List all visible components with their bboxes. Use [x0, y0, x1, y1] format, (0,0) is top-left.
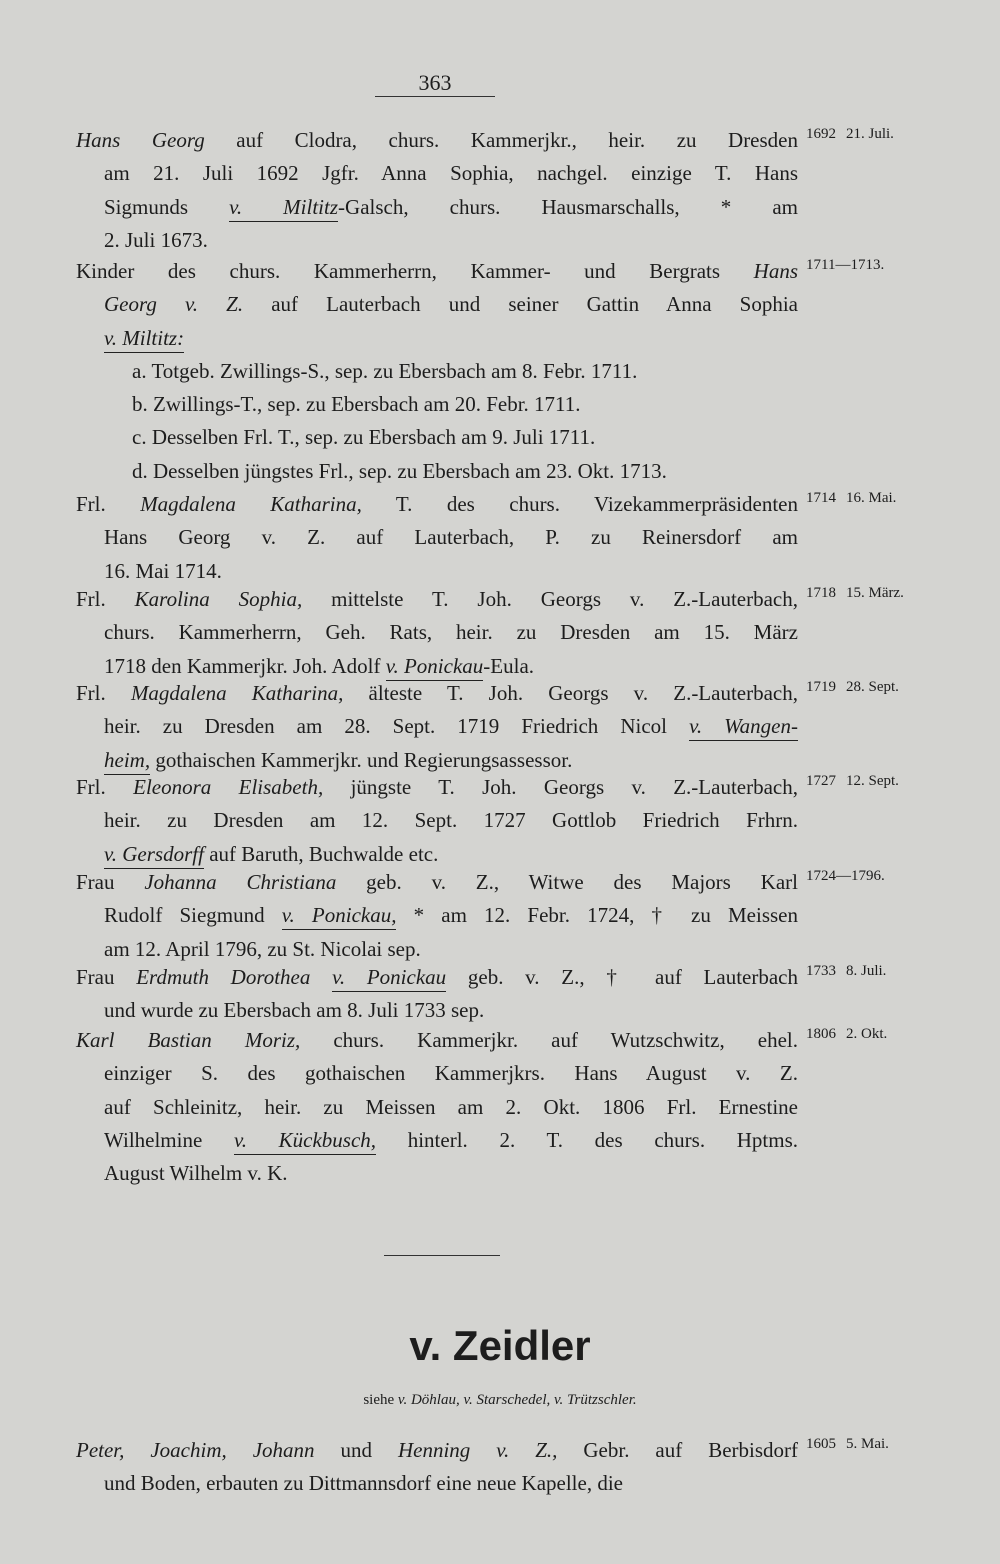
text-run: jüngste T. Joh. Georgs v. Z.-Lauterbach, — [323, 775, 798, 799]
margin-day: 5. Mai. — [846, 1436, 889, 1452]
text-run: * am 12. Febr. 1724, † zu Meissen — [396, 903, 798, 928]
entry-line — [76, 1467, 798, 1500]
entry-line — [76, 710, 798, 743]
margin-year: 1719 — [806, 679, 836, 695]
entry-line — [76, 1157, 798, 1190]
entry-line — [76, 677, 798, 710]
margin-year: 1733 — [806, 963, 836, 979]
italic-name: Magdalena Katharina, — [130, 681, 344, 705]
entry-line — [76, 191, 798, 224]
entry — [76, 1434, 798, 1501]
entry-line — [76, 961, 798, 994]
margin-date — [806, 490, 896, 507]
text-run: Frl. — [76, 775, 134, 799]
text-run: 2. Juli 1673. — [104, 227, 208, 252]
italic-name: Hans Georg — [76, 128, 205, 152]
margin-year: 1727 — [806, 773, 836, 789]
entry-line — [76, 771, 798, 804]
entry — [76, 961, 798, 1028]
margin-date — [806, 773, 899, 790]
margin-year: 1806 — [806, 1026, 836, 1042]
text-run: -Eula. — [483, 653, 535, 678]
entry — [76, 771, 798, 871]
entry-line — [76, 255, 798, 288]
text-run: und wurde zu Ebersbach am 8. Juli 1733 sep. — [104, 998, 485, 1023]
margin-year: 1605 — [806, 1436, 836, 1452]
margin-date — [806, 126, 894, 143]
see-also-prefix: siehe — [363, 1392, 395, 1408]
text-run: b. Zwillings-T., sep. zu Ebersbach am 20. Febr. 1711. — [132, 392, 581, 417]
page-number-rule — [375, 96, 495, 97]
margin-year: 1714 — [806, 490, 836, 506]
text-run: a. Totgeb. Zwillings-S., sep. zu Ebersbach am 8. Febr. 1711. — [132, 358, 638, 383]
entry — [76, 866, 798, 966]
entry-line — [76, 322, 798, 355]
italic-name: Magdalena Katharina, — [140, 492, 362, 516]
text-run: am 21. Juli 1692 Jgfr. Anna Sophia, nachgel. einzige T. Hans — [104, 161, 798, 186]
margin-day: 16. Mai. — [846, 490, 897, 506]
margin-year: 1718 — [806, 585, 836, 601]
text-run: heir. zu Dresden am 28. Sept. 1719 Friedrich Nicol — [104, 714, 690, 739]
italic-name: Karl Bastian Moriz, — [76, 1028, 301, 1052]
entry-line — [76, 1434, 798, 1467]
entry-line — [76, 1024, 798, 1057]
italic-name: Georg v. Z. — [104, 292, 244, 317]
entry-line — [76, 124, 798, 157]
margin-year: 1692 — [806, 126, 836, 142]
text-run: auf Baruth, Buchwalde etc. — [203, 841, 439, 866]
text-run: Gebr. auf Berbisdorf — [557, 1438, 799, 1462]
entry-line — [76, 583, 798, 616]
text-run: mittelste T. Joh. Georgs v. Z.-Lauterbach, — [302, 587, 798, 611]
margin-date — [806, 963, 886, 980]
entry-line — [76, 1091, 798, 1124]
margin-day: 2. Okt. — [846, 1026, 888, 1042]
entry-line — [76, 866, 798, 899]
underlined-name: v. Miltitz — [229, 195, 338, 222]
sub-item — [76, 388, 798, 421]
text-run: d. Desselben jüngstes Frl., sep. zu Ebersbach am 23. Okt. 1713. — [132, 458, 667, 483]
margin-date — [806, 257, 884, 274]
text-run: c. Desselben Frl. T., sep. zu Ebersbach am 9. Juli 1711. — [132, 425, 596, 450]
text-run — [310, 965, 332, 989]
text-run: gothaischen Kammerjkr. und Regierungsassessor. — [150, 747, 573, 772]
entry-line — [76, 804, 798, 837]
text-run: und — [314, 1438, 398, 1462]
entry-line — [76, 1124, 798, 1157]
entry-line — [76, 994, 798, 1027]
margin-date — [806, 679, 899, 696]
italic-name: Eleonora Elisabeth, — [133, 775, 324, 799]
text-run: 16. Mai 1714. — [104, 558, 222, 583]
margin-day: 15. März. — [846, 585, 904, 601]
entry — [76, 488, 798, 588]
italic-name: Hans — [753, 259, 798, 283]
text-run: einziger S. des gothaischen Kammerjkrs. Hans August v. Z. — [104, 1061, 798, 1086]
underlined-name: v. Miltitz: — [104, 326, 184, 353]
underlined-name: v. Gersdorff — [104, 842, 204, 869]
sub-item — [76, 455, 798, 488]
entry-line — [76, 224, 798, 257]
text-run: T. des churs. Vizekammerpräsidenten — [361, 492, 798, 516]
entry-line — [76, 1057, 798, 1090]
text-run: am 12. April 1796, zu St. Nicolai sep. — [104, 936, 421, 961]
text-run: churs. Kammerjkr. auf Wutzschwitz, ehel. — [300, 1028, 799, 1052]
text-run: Frl. — [76, 587, 135, 611]
text-run: geb. v. Z., † auf Lauterbach — [446, 965, 798, 989]
italic-name: Johanna Christiana — [144, 870, 337, 894]
see-also-line — [0, 1392, 1000, 1409]
entry — [76, 583, 798, 683]
text-run: Kinder des churs. Kammerherrn, Kammer- und Bergrats — [76, 259, 754, 283]
text-run: churs. Kammerherrn, Geh. Rats, heir. zu Dresden am 15. März — [104, 620, 798, 645]
text-run: August Wilhelm v. K. — [104, 1161, 288, 1186]
underlined-name: v. Wangen- — [689, 714, 798, 741]
underlined-name: heim, — [104, 748, 150, 775]
entry-line — [76, 616, 798, 649]
entry-line — [76, 488, 798, 521]
text-run: und Boden, erbauten zu Dittmannsdorf eine neue Kapelle, die — [104, 1471, 623, 1496]
section-divider — [384, 1255, 500, 1256]
italic-name: Erdmuth Dorothea — [136, 965, 311, 989]
underlined-name: v. Ponickau — [386, 654, 484, 681]
text-run: Frau — [76, 870, 145, 894]
underlined-name: v. Ponickau, — [282, 903, 397, 930]
underlined-name: v. Kückbusch, — [234, 1128, 376, 1155]
margin-day: 8. Juli. — [846, 963, 887, 979]
text-run: Wilhelmine — [104, 1127, 234, 1152]
entry-line — [76, 288, 798, 321]
sub-item — [76, 421, 798, 454]
text-run: auf Clodra, churs. Kammerjkr., heir. zu Dresden — [204, 128, 798, 152]
italic-name: Henning v. Z., — [397, 1438, 558, 1462]
sub-item — [76, 355, 798, 388]
margin-year: 1711—1713. — [806, 257, 885, 273]
text-run: 1718 den Kammerjkr. Joh. Adolf — [104, 653, 386, 678]
entry — [76, 677, 798, 777]
italic-name: Peter, Joachim, Johann — [76, 1438, 315, 1462]
margin-year: 1724—1796. — [806, 868, 885, 884]
text-run: -Galsch, churs. Hausmarschalls, * am — [338, 194, 798, 219]
text-run: geb. v. Z., Witwe des Majors Karl — [336, 870, 798, 894]
entry — [76, 255, 798, 488]
margin-date — [806, 1026, 887, 1043]
text-run: hinterl. 2. T. des churs. Hptms. — [376, 1127, 798, 1152]
text-run: älteste T. Joh. Georgs v. Z.-Lauterbach, — [343, 681, 798, 705]
text-run: heir. zu Dresden am 12. Sept. 1727 Gottlob Friedrich Frhrn. — [104, 808, 798, 833]
text-run: Frl. — [76, 681, 131, 705]
text-run: Sigmunds — [104, 194, 230, 219]
see-also-refs: v. Döhlau, v. Starschedel, v. Trützschler. — [397, 1392, 637, 1408]
italic-name: Karolina Sophia, — [134, 587, 303, 611]
text-run: auf Schleinitz, heir. zu Meissen am 2. Okt. 1806 Frl. Ernestine — [104, 1094, 798, 1119]
text-run: Rudolf Siegmund — [104, 903, 282, 928]
text-run: Frau — [76, 965, 137, 989]
page-number: 363 — [418, 70, 452, 95]
margin-date — [806, 868, 885, 885]
section-heading: v. Zeidler — [409, 1322, 591, 1369]
entry-line — [76, 157, 798, 190]
text-run: auf Lauterbach und seiner Gattin Anna Sophia — [243, 292, 798, 317]
margin-day: 28. Sept. — [846, 679, 899, 695]
margin-date — [806, 1436, 889, 1453]
margin-date — [806, 585, 904, 602]
entry-line — [76, 899, 798, 932]
entry-line — [76, 521, 798, 554]
text-run: Frl. — [76, 492, 141, 516]
margin-day: 12. Sept. — [846, 773, 899, 789]
entry — [76, 1024, 798, 1190]
underlined-name: v. Ponickau — [332, 965, 446, 992]
entry — [76, 124, 798, 257]
text-run: Hans Georg v. Z. auf Lauterbach, P. zu Reinersdorf am — [104, 525, 798, 550]
margin-day: 21. Juli. — [846, 126, 894, 142]
